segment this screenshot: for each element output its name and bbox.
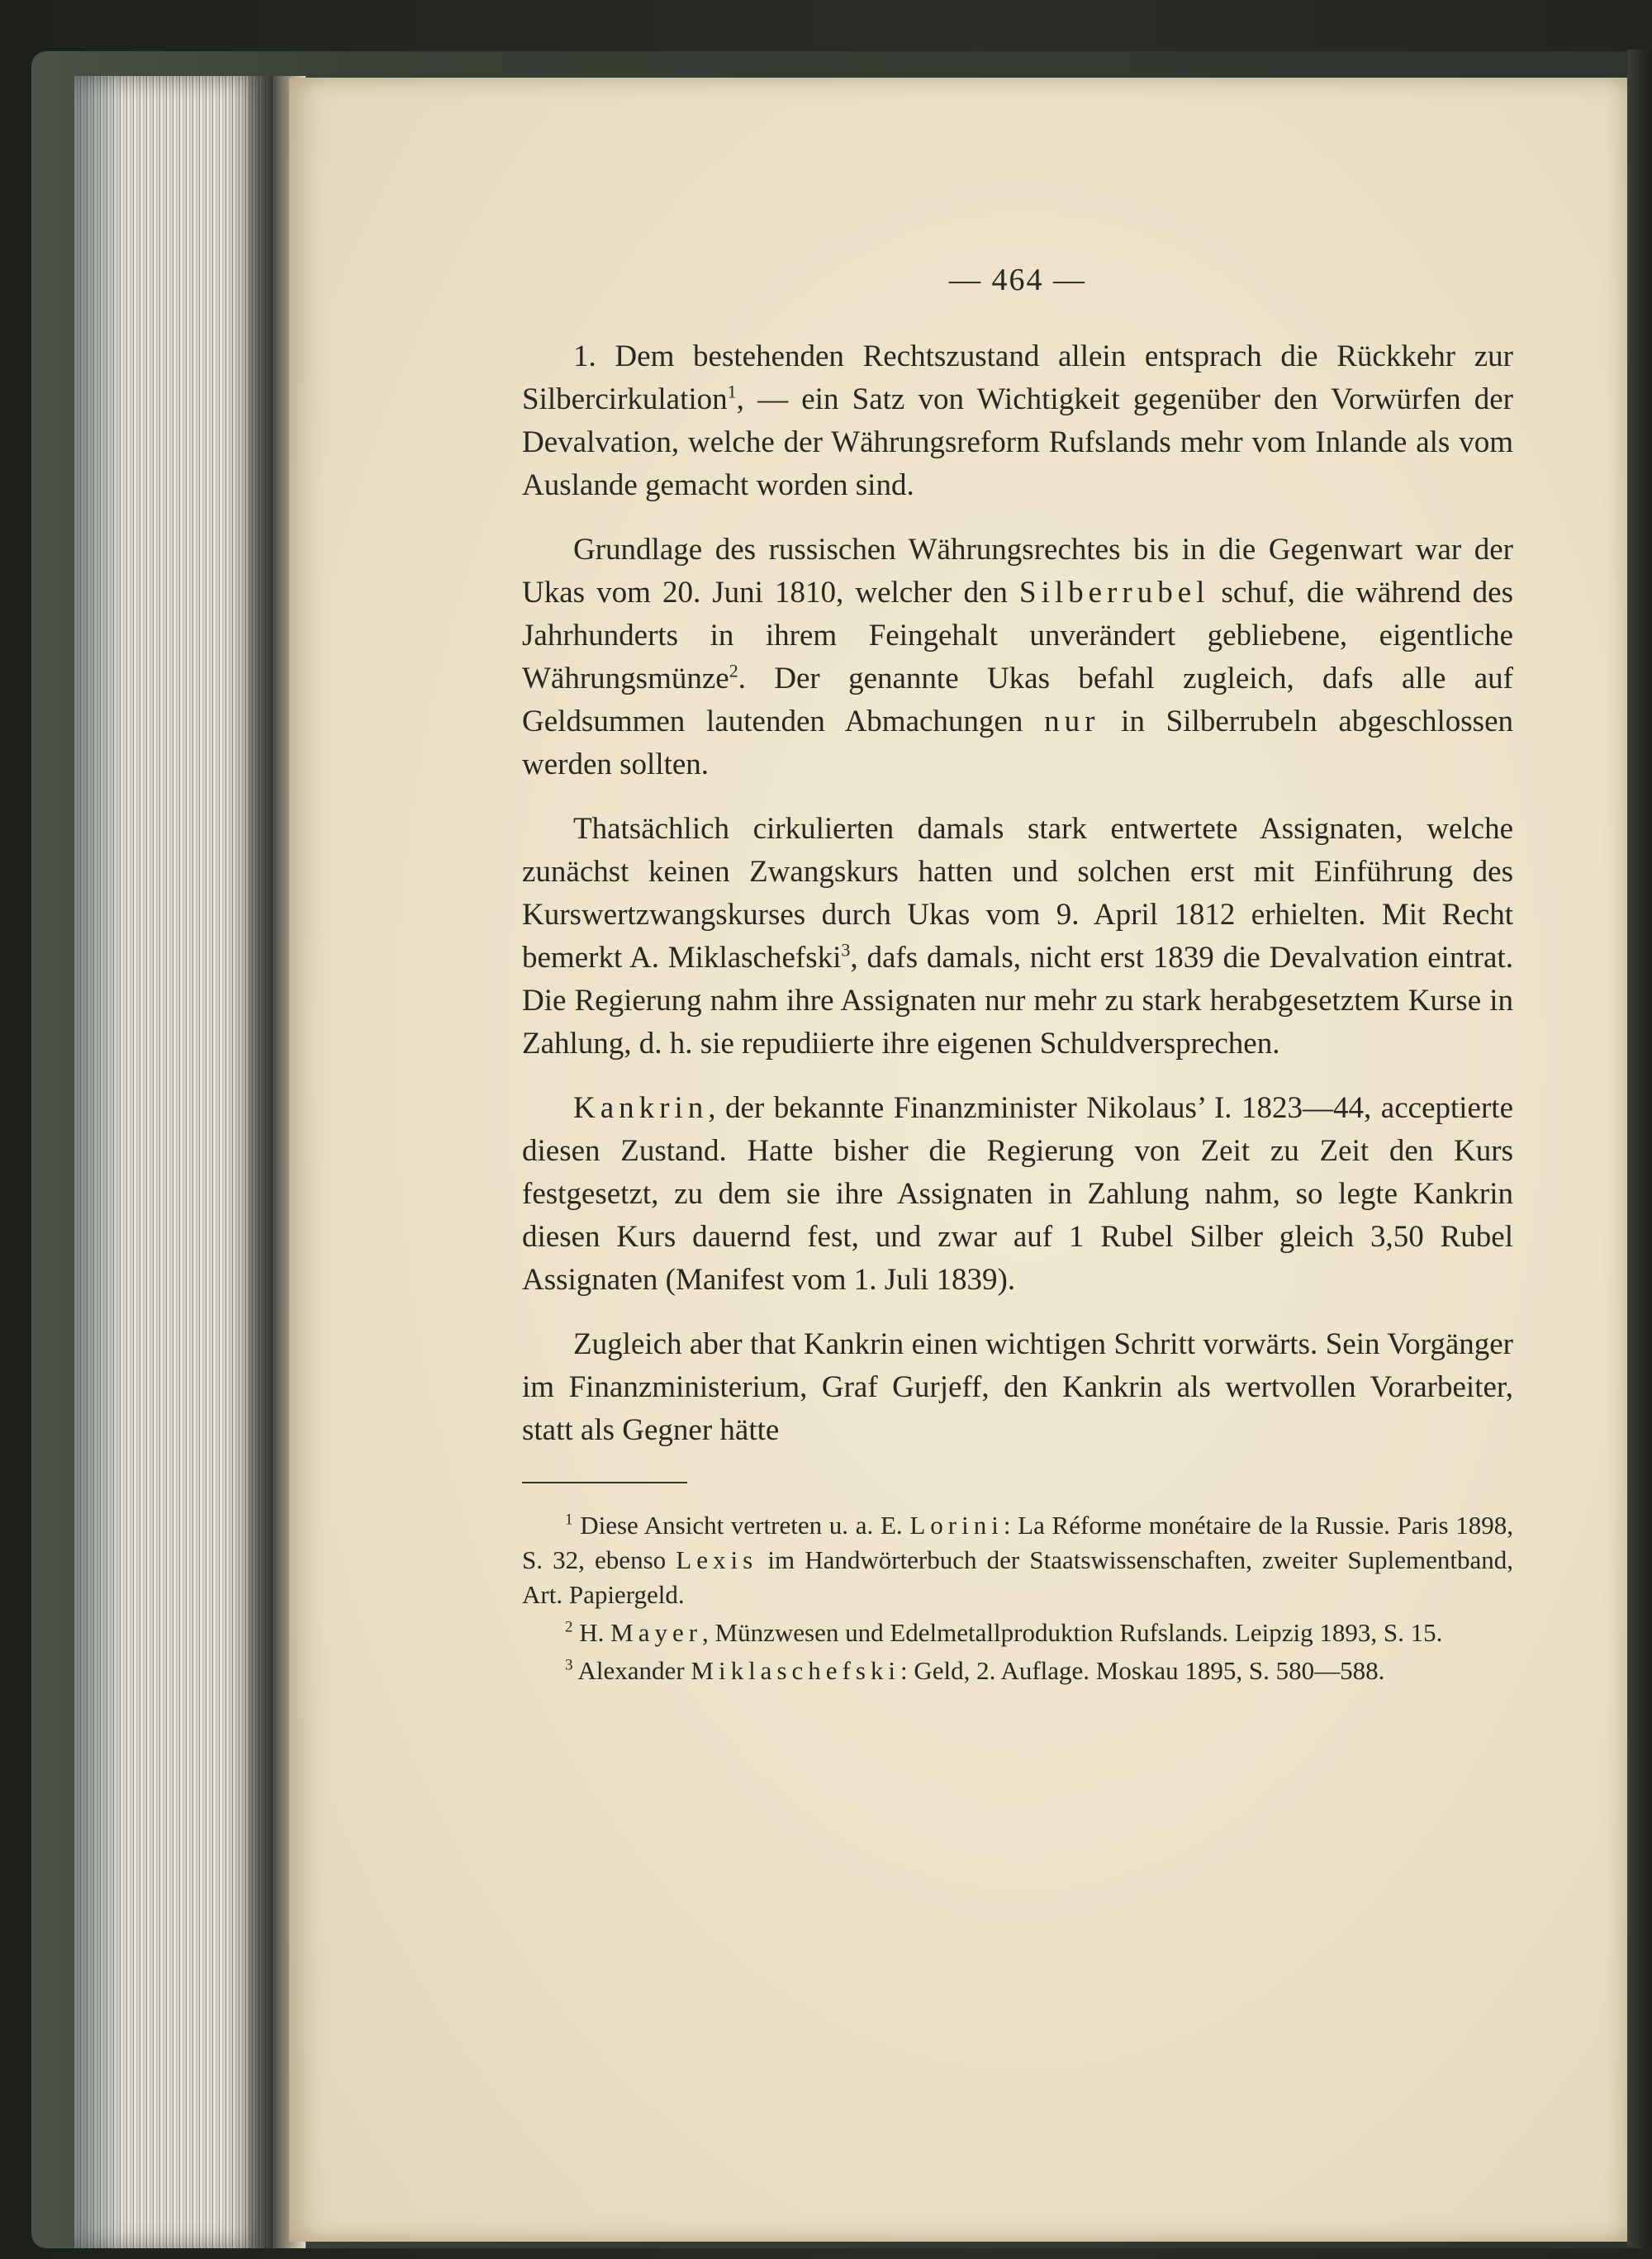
text-run: , dafs damals, nicht erst 1839 die Devalvation eintrat. Die Regierung nahm ihre Assignaten nur mehr zu stark herabgesetztem Kurse in Zahlung, d. h. sie repudiierte ihre eigenen Schuldversprechen. [522, 941, 1514, 1061]
footnote-marker: 1 [727, 381, 737, 402]
spaced-emphasis: Lorini [909, 1511, 1004, 1540]
footnote [522, 1508, 1513, 1612]
paragraph [522, 808, 1513, 1065]
text-run: schuf, die während des Jahrhunderts in ihrem Feingehalt unverändert gebliebene, eigentliche Währungsmünze [522, 576, 1513, 695]
text-run: im Handwörterbuch der Staatswissenschaften, zweiter Suplementband, Art. Papiergeld. [522, 1545, 1514, 1609]
text-run: H. [572, 1618, 611, 1647]
text-run: , Münzwesen und Edelmetallproduktion Rufslands. Leipzig 1893, S. 15. [702, 1618, 1443, 1647]
page-block-edges [74, 76, 281, 2248]
footnote [522, 1616, 1513, 1650]
footnote-marker: 2 [729, 660, 738, 681]
text-run: Alexander [572, 1656, 691, 1685]
spaced-emphasis: Lexis [676, 1545, 758, 1574]
footnote [522, 1654, 1513, 1688]
text-run: . Der genannte Ukas befahl zugleich, dafs alle auf Geldsummen lautenden Abmachungen [522, 662, 1513, 738]
footnote-marker: 3 [841, 939, 851, 961]
text-run: : La Réforme monétaire de la Russie. Paris 1898, S. 32, ebenso [522, 1511, 1513, 1574]
page-text [522, 264, 1513, 1692]
cover-right-edge [1627, 50, 1652, 2247]
text-run: Thatsächlich cirkulierten damals stark entwertete Assignaten, welche zunächst keinen Zwangskurs hatten und solchen erst mit Einführung des Kurswertzwangskurses durch Ukas vom 9. April 1812 erhielten. Mit Recht bemerkt A. Miklaschefski [522, 812, 1513, 975]
footnote-marker: 1 [565, 1511, 573, 1529]
text-run: , — ein Satz von Wichtigkeit gegenüber den Vorwürfen der Devalvation, welche der Währungsreform Rufslands mehr vom Inlande als vom Auslande gemacht worden sind. [522, 382, 1513, 502]
spaced-emphasis: Silberrubel [1019, 576, 1210, 610]
page-number: — 464 — [949, 263, 1086, 297]
paragraph [522, 529, 1513, 786]
paragraph [522, 1087, 1513, 1302]
spaced-emphasis: Kankrin [573, 1091, 709, 1125]
paragraph [522, 335, 1513, 507]
footnote-marker: 3 [565, 1656, 573, 1674]
text-run: 1. Dem bestehenden Rechtszustand allein entsprach die Rückkehr zur Silbercirkulation [522, 339, 1513, 416]
spaced-emphasis: nur [1044, 705, 1100, 738]
text-run: : Geld, 2. Auflage. Moskau 1895, S. 580—588. [900, 1656, 1385, 1685]
text-run: Diese Ansicht vertreten u. a. E. [572, 1511, 910, 1540]
paragraph [522, 1323, 1513, 1452]
spaced-emphasis: Mayer [610, 1618, 703, 1647]
spaced-emphasis: Miklaschefski [691, 1656, 901, 1685]
text-run: , der bekannte Finanzminister Nikolaus’ I. 1823—44, acceptierte diesen Zustand. Hatte bisher die Regierung von Zeit zu Zeit den Kurs festgesetzt, zu dem sie ihre Assignaten in Zahlung nahm, so legte Kankrin diesen Kurs dauernd fest, und zwar auf 1 Rubel Silber gleich 3,50 Rubel Assignaten (Manifest vom 1. Juli 1839). [522, 1091, 1513, 1297]
text-run: Grundlage des russischen Währungsrechtes bis in die Gegenwart war der Ukas vom 20. Juni 1810, welcher den [522, 533, 1513, 610]
footnote-rule [522, 1482, 687, 1483]
text-run: Zugleich aber that Kankrin einen wichtigen Schritt vorwärts. Sein Vorgänger im Finanzministerium, Graf Gurjeff, den Kankrin als wertvollen Vorarbeiter, statt als Gegner hätte [522, 1327, 1513, 1447]
footnote-marker: 2 [565, 1618, 573, 1636]
text-run: in Silberrubeln abgeschlossen werden sollten. [522, 705, 1513, 781]
footnotes [522, 1508, 1513, 1688]
body-text [522, 335, 1513, 1452]
